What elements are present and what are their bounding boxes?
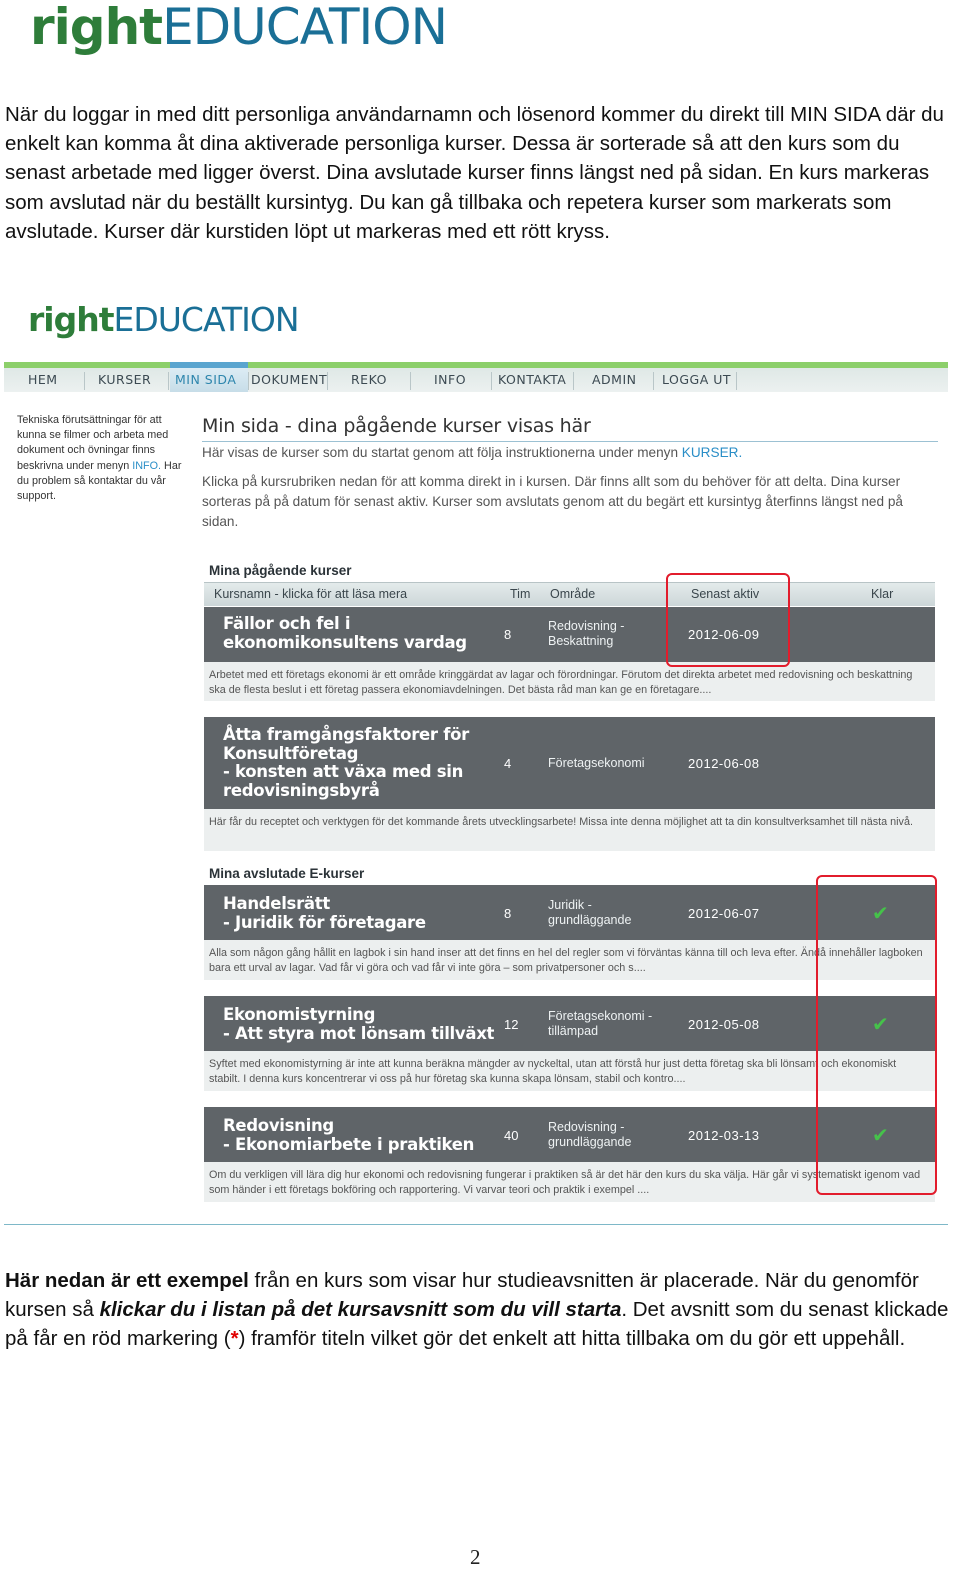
nav-dokument[interactable]: DOKUMENT xyxy=(251,372,328,387)
column-hours: Tim xyxy=(510,587,531,601)
course-area: Juridik - grundläggande xyxy=(548,898,632,927)
nav-kontakta[interactable]: KONTAKTA xyxy=(498,372,567,387)
nav-separator xyxy=(736,372,737,390)
screenshot-logo[interactable] xyxy=(28,300,299,339)
logo-right: right xyxy=(30,0,163,56)
example-text: från en kurs som visar hur studieavsnitten är placerade. När du genomför kursen så xyxy=(5,1269,919,1322)
course-last-active: 2012-03-13 xyxy=(688,1128,760,1143)
instructions-text: Klicka på kursrubriken nedan för att komma direkt in i kursen. Där finns allt som du behöver för att delta. Dina kurser sorteras på på datum för senast aktiv. Kurser som avslutats genom att du begärt ett kursintyg återfinns längst ned på sidan. xyxy=(202,474,903,529)
column-done: Klar xyxy=(871,587,894,601)
nav-reko[interactable]: REKO xyxy=(351,372,387,387)
kurser-link[interactable]: KURSER. xyxy=(681,445,743,460)
completed-courses-heading: Mina avslutade E-kurser xyxy=(209,866,365,881)
nav-separator xyxy=(573,372,574,390)
completed-check-icon: ✔ xyxy=(872,1014,889,1036)
course-description: Här får du receptet och verktygen för det kommande årets utvecklingsarbete! Missa inte denna möjlighet att ta din konsultverksamhet till nästa nivå. xyxy=(204,809,935,851)
nav-separator xyxy=(327,372,328,390)
course-area: Företagsekonomi - tillämpad xyxy=(548,1009,653,1038)
table-header xyxy=(204,582,935,606)
nav-separator xyxy=(248,372,249,390)
course-last-active: 2012-05-08 xyxy=(688,1017,760,1032)
course-last-active: 2012-06-09 xyxy=(688,627,760,642)
course-title[interactable]: Handelsrätt - Juridik för företagare xyxy=(223,894,426,932)
nav-separator xyxy=(168,372,169,390)
course-area: Redovisning - grundläggande xyxy=(548,1120,632,1149)
nav-admin[interactable]: ADMIN xyxy=(592,372,637,387)
righteducation-logo xyxy=(30,0,447,56)
nav-min-sida[interactable]: MIN SIDA xyxy=(170,368,248,392)
divider xyxy=(4,1224,948,1225)
main-navigation xyxy=(4,362,948,392)
course-hours: 8 xyxy=(504,906,512,921)
course-row[interactable] xyxy=(204,717,935,809)
course-last-active: 2012-06-08 xyxy=(688,756,760,771)
sidebar-support-text: Har du problem så kontaktar du vår support. xyxy=(17,459,182,503)
course-title[interactable]: Åtta framgångsfaktorer för Konsultföretag - konsten att växa med sin redovisningsbyrå xyxy=(223,725,469,800)
page-number: 2 xyxy=(470,1545,481,1569)
example-paragraph xyxy=(5,1266,953,1354)
nav-separator xyxy=(491,372,492,390)
course-hours: 12 xyxy=(504,1017,519,1032)
course-title[interactable]: Fällor och fel i ekonomikonsultens vardag xyxy=(223,614,467,652)
column-area: Område xyxy=(550,587,596,601)
course-last-active: 2012-06-07 xyxy=(688,906,760,921)
column-course-name: Kursnamn - klicka för att läsa mera xyxy=(214,587,408,601)
nav-info[interactable]: INFO xyxy=(434,372,467,387)
course-description: Arbetet med ett företags ekonomi är ett område kringgärdat av lagar och förordningar. Förutom det direkta arbetet med redovisning och beskattning ska de flesta beslut i ett företag passera ekonomiavdelningen. Det bästa råd man kan ge en företagare.... xyxy=(204,662,935,701)
completed-check-icon: ✔ xyxy=(872,903,889,925)
intro-paragraph: När du loggar in med ditt personliga användarnamn och lösenord kommer du direkt till MIN SIDA där du enkelt kan komma åt dina aktiverade personliga kurser. Dessa är sorterade så att den kurs som du senast arbetade med ligger överst. Dina avslutade kurser finns längst ned på sidan. En kurs markeras som avslutad när du beställt kursintyg. Du kan gå tillbaka och repetera kurser som markerats som avslutade. Kurser där kurstiden löpt ut markeras med ett rött kryss. xyxy=(5,103,944,243)
red-star-marker: * xyxy=(230,1327,239,1351)
course-title[interactable]: Ekonomistyrning - Att styra mot lönsam tillväxt xyxy=(223,1005,495,1043)
nav-logga-ut[interactable]: LOGGA UT xyxy=(662,372,732,387)
logo-education: EDUCATION xyxy=(162,0,448,56)
example-text: . Det avsnitt som du senast klickade på får en röd markering ( xyxy=(5,1298,949,1351)
logo-education: EDUCATION xyxy=(113,300,299,339)
nav-separator xyxy=(653,372,654,390)
example-emphasis: klickar du i listan på det kursavsnitt som du vill starta xyxy=(99,1298,622,1322)
page-title: Min sida - dina pågående kurser visas här xyxy=(202,415,938,442)
course-hours: 40 xyxy=(504,1128,519,1143)
course-title[interactable]: Redovisning - Ekonomiarbete i praktiken xyxy=(223,1116,475,1154)
example-bold-text: Här nedan är ett exempel xyxy=(5,1269,249,1292)
completed-highlight xyxy=(816,875,937,1195)
example-text: ) framför titeln vilket gör det enkelt att hitta tillbaka om du gör ett uppehåll. xyxy=(238,1327,906,1351)
active-courses-heading: Mina pågående kurser xyxy=(209,563,352,578)
nav-separator xyxy=(84,372,85,390)
course-hours: 8 xyxy=(504,627,512,642)
course-description: Om du verkligen vill lära dig hur ekonomi och redovisning fungerar i praktiken så är det här den kurs du ska välja. Här går vi systematiskt igenom vad som händer i ett företags bokföring och rapportering. Vi varvar teori och praktik i exempel .... xyxy=(204,1162,935,1202)
course-row[interactable] xyxy=(204,607,935,662)
subtitle-text: Här visas de kurser som du startat genom att följa instruktionerna under menyn xyxy=(202,445,679,460)
course-description: Syftet med ekonomistyrning är inte att kunna beräkna mängder av nyckeltal, utan att förstå hur just detta företag ska bli lönsamt och ekonomiskt stabilt. I denna kurs koncentrerar vi oss på hur företag ska kunna skapa lönsam, stabil och kontro.... xyxy=(204,1051,935,1091)
completed-check-icon: ✔ xyxy=(872,1125,889,1147)
nav-separator xyxy=(410,372,411,390)
logo-right: right xyxy=(28,300,114,339)
intro-subtitle xyxy=(202,443,942,463)
nav-kurser[interactable]: KURSER xyxy=(98,372,152,387)
sidebar-text: Tekniska förutsättningar för att kunna se filmer och arbeta med dokument och övningar finns beskrivna under menyn xyxy=(17,414,169,472)
last-active-highlight xyxy=(666,573,790,667)
sidebar-note xyxy=(17,413,185,504)
info-link[interactable]: INFO. xyxy=(132,459,162,472)
course-area: Företagsekonomi xyxy=(548,756,645,770)
course-description: Alla som någon gång hållit en lagbok i sin hand inser att det finns en hel del regler som vi förväntas känna till och leva efter. Ändå innehåller lagboken bara ett urval av lagar. Vad får vi göra och vad får vi inte göra – som privatpersoner och s.... xyxy=(204,940,935,980)
course-hours: 4 xyxy=(504,756,512,771)
course-area: Redovisning - Beskattning xyxy=(548,619,625,648)
nav-hem[interactable]: HEM xyxy=(28,372,58,387)
column-last-active: Senast aktiv xyxy=(691,587,760,601)
